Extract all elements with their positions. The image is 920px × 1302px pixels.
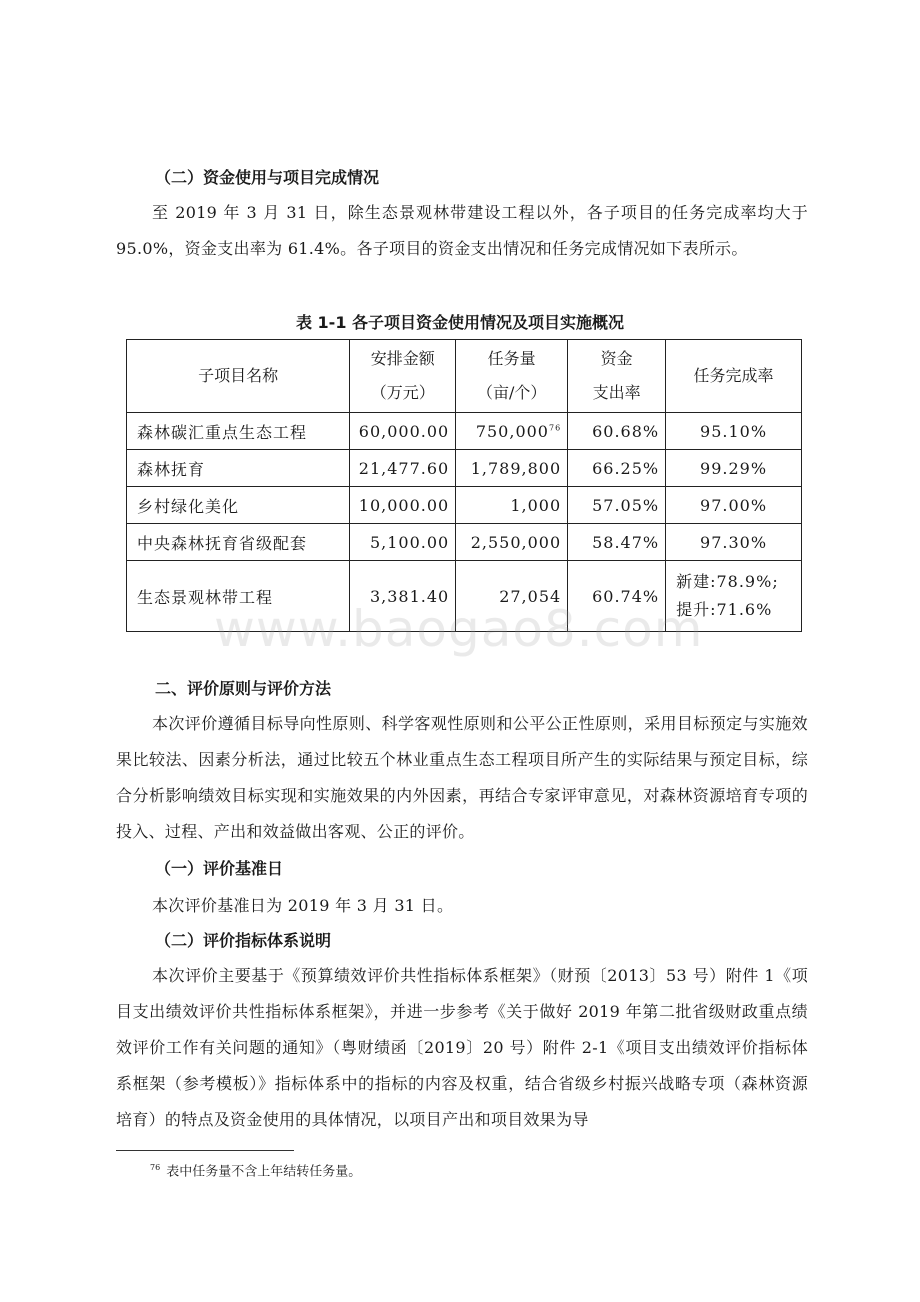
footnote-ref: 76 xyxy=(548,423,562,433)
cell-spend-rate: 66.25% xyxy=(568,450,666,487)
cell-task: 27,054 xyxy=(456,561,568,632)
cell-amount: 21,477.60 xyxy=(350,450,456,487)
cell-amount: 3,381.40 xyxy=(350,561,456,632)
cell-completion-rate: 新建:78.9%; 提升:71.6% xyxy=(666,561,802,632)
cell-amount: 5,100.00 xyxy=(350,524,456,561)
table-row xyxy=(127,450,802,487)
table-row xyxy=(127,487,802,524)
footnote-text: 表中任务量不含上年结转任务量。 xyxy=(166,1164,362,1180)
paragraph-fund-usage: 至 2019 年 3 月 31 日，除生态景观林带建设工程以外，各子项目的任务完成率均大于 95.0%，资金支出率为 61.4%。各子项目的资金支出情况和任务完成情况如下表所示。 xyxy=(116,203,808,258)
footnote xyxy=(150,1158,361,1182)
project-table xyxy=(126,339,802,632)
paragraph-base-date: 本次评价基准日为 2019 年 3 月 31 日。 xyxy=(152,896,454,915)
footnote-divider xyxy=(116,1150,294,1151)
cell-name: 生态景观林带工程 xyxy=(127,561,350,632)
table-header-row xyxy=(127,340,802,413)
header-amount: 安排金额 （万元） xyxy=(350,340,456,413)
footnote-mark: 76 xyxy=(150,1163,161,1172)
cell-name: 中央森林抚育省级配套 xyxy=(127,524,350,561)
cell-completion-rate: 97.30% xyxy=(666,524,802,561)
section-heading-principles: 二、评价原则与评价方法 xyxy=(155,679,332,698)
cell-amount: 10,000.00 xyxy=(350,487,456,524)
header-completion-rate: 任务完成率 xyxy=(666,340,802,413)
cell-task: 750,000$^{76}$ xyxy=(456,413,568,450)
cell-spend-rate: 60.74% xyxy=(568,561,666,632)
paragraph-principles: 本次评价遵循目标导向性原则、科学客观性原则和公平公正性原则，采用目标预定与实施效果比较法、因素分析法，通过比较五个林业重点生态工程项目所产生的实际结果与预定目标，综合分析影响绩效目标实现和实施效果的内外因素，再结合专家评审意见，对森林资源培育专项的投入、过程、产出和效益做出客观、公正的评价。 xyxy=(116,714,808,841)
table-row xyxy=(127,413,802,450)
section-heading-indicator-system: （二）评价指标体系说明 xyxy=(155,931,332,950)
cell-amount: 60,000.00 xyxy=(350,413,456,450)
cell-task: 2,550,000 xyxy=(456,524,568,561)
section-heading-fund-usage: （二）资金使用与项目完成情况 xyxy=(155,168,380,187)
cell-name: 森林抚育 xyxy=(127,450,350,487)
paragraph-indicator-system: 本次评价主要基于《预算绩效评价共性指标体系框架》（财预〔2013〕53 号）附件 1《项目支出绩效评价共性指标体系框架》，并进一步参考《关于做好 2019 年第二批省级财政重点绩效评价工作有关问题的通知》（粤财绩函〔2019〕20 号）附件 2-1《项目支出绩效评价指标体系框架（参考模板）》指标体系中的指标的内容及权重，结合省级乡村振兴战略专项（森林资源培育）的特点及资金使用的具体情况，以项目产出和项目效果为导 xyxy=(116,966,808,1129)
header-task: 任务量 （亩/个） xyxy=(456,340,568,413)
header-name: 子项目名称 xyxy=(127,340,350,413)
cell-spend-rate: 60.68% xyxy=(568,413,666,450)
cell-spend-rate: 57.05% xyxy=(568,487,666,524)
table-row xyxy=(127,524,802,561)
cell-completion-rate: 97.00% xyxy=(666,487,802,524)
watermark: www.baogao8.com xyxy=(214,600,704,658)
cell-task: 1,789,800 xyxy=(456,450,568,487)
cell-name: 森林碳汇重点生态工程 xyxy=(127,413,350,450)
cell-completion-rate: 95.10% xyxy=(666,413,802,450)
cell-completion-rate: 99.29% xyxy=(666,450,802,487)
cell-name: 乡村绿化美化 xyxy=(127,487,350,524)
header-spend-rate: 资金 支出率 xyxy=(568,340,666,413)
cell-spend-rate: 58.47% xyxy=(568,524,666,561)
cell-task: 1,000 xyxy=(456,487,568,524)
table-caption: 表 1-1 各子项目资金使用情况及项目实施概况 xyxy=(295,313,625,332)
section-heading-base-date: （一）评价基准日 xyxy=(155,859,284,878)
